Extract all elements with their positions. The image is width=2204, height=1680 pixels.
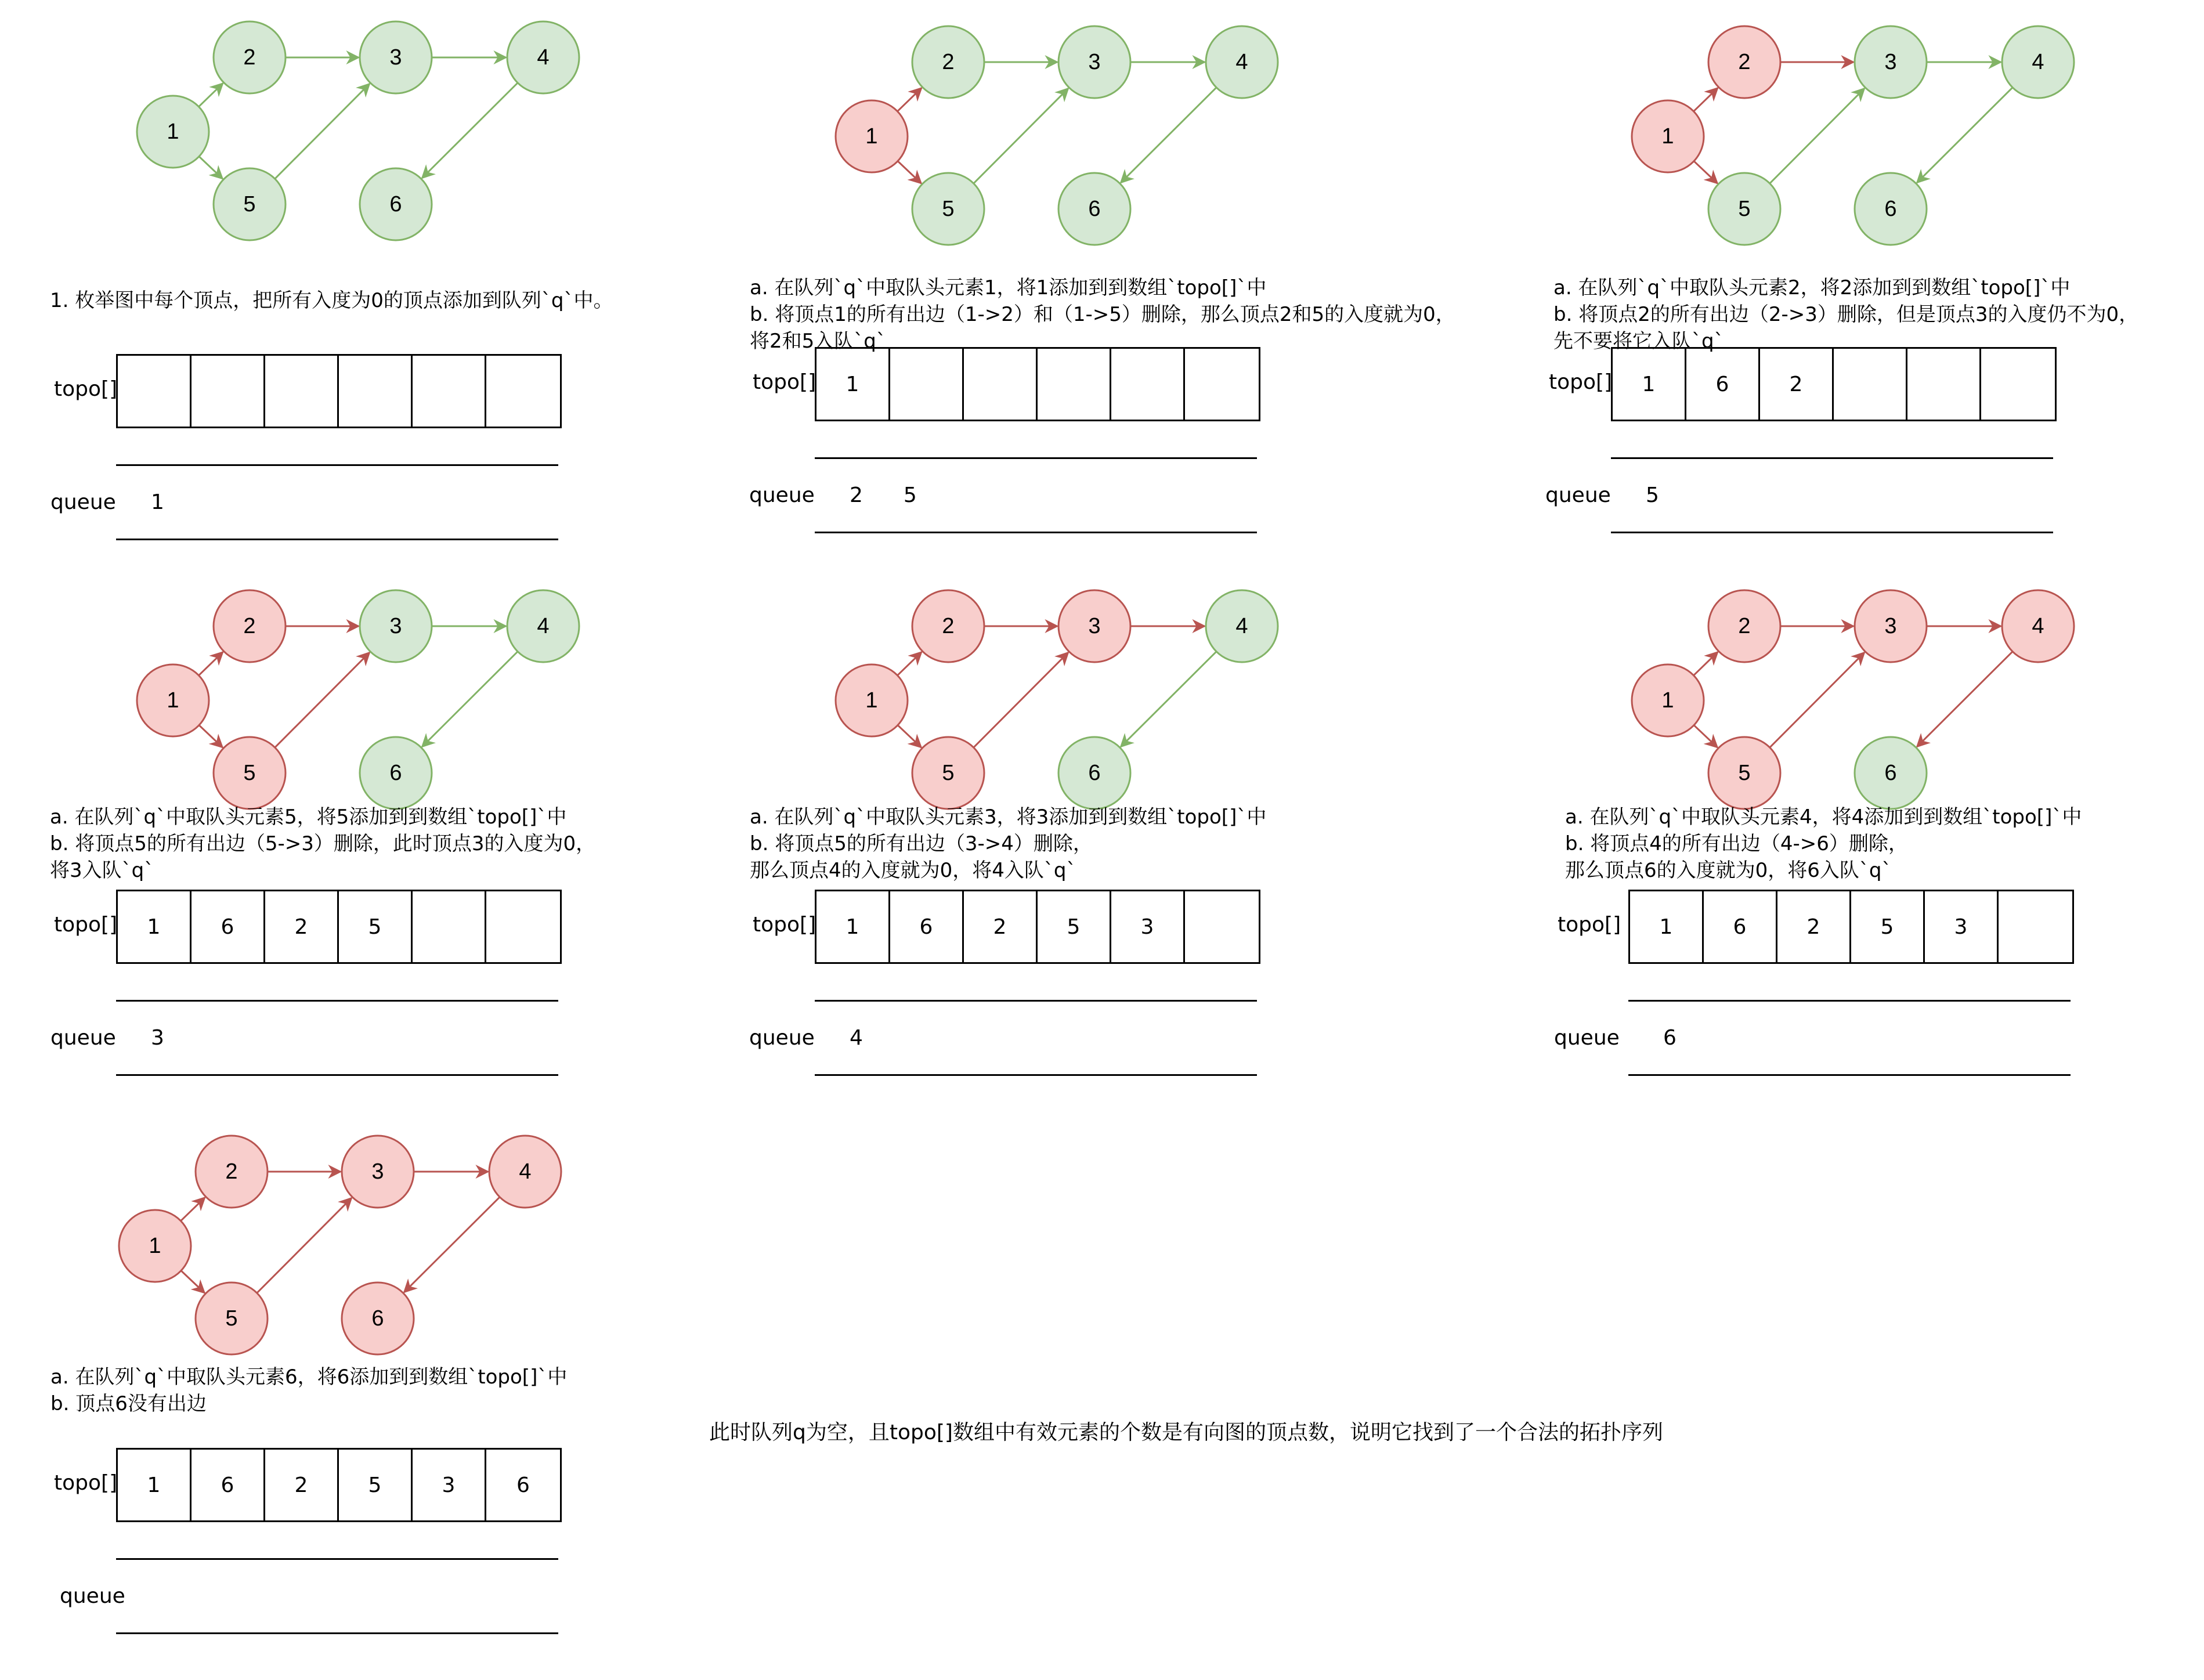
step-description [1565, 804, 2082, 884]
node-label: 6 [1884, 197, 1897, 222]
queue-item: 2 [850, 483, 863, 507]
node-label: 4 [519, 1159, 532, 1184]
topo-cell: 5 [339, 891, 413, 962]
node-label: 6 [1884, 761, 1897, 786]
graph-node-5 [196, 1282, 268, 1354]
topo-cell [890, 349, 964, 420]
queue-bottom-line [815, 532, 1257, 533]
graph-node-2 [1708, 590, 1780, 662]
topo-cell [413, 356, 486, 427]
node-label: 1 [865, 688, 878, 713]
graph-node-4 [1206, 26, 1278, 98]
directed-graph [801, 25, 1323, 222]
description-line: b. 将顶点1的所有出边（1->2）和（1->5）删除，那么顶点2和5的入度就为0， [750, 303, 1455, 326]
node-label: 3 [1088, 614, 1101, 639]
queue-top-line [1628, 1000, 2071, 1002]
graph-node-6 [1058, 173, 1130, 245]
graph-node-5 [214, 168, 286, 240]
edge-5-3 [1770, 652, 1865, 747]
directed-graph [102, 20, 624, 218]
topo-cell: 2 [964, 891, 1038, 962]
queue-label: queue [1545, 483, 1611, 507]
edge-1-5 [199, 725, 223, 747]
step-panel-1 [50, 20, 752, 566]
edge-1-5 [199, 157, 223, 179]
node-label: 6 [1088, 197, 1101, 222]
queue-values [1646, 483, 1700, 507]
graph-node-1 [137, 96, 209, 168]
queue-item: 4 [850, 1026, 863, 1050]
topo-cell: 1 [118, 1450, 192, 1520]
queue-label: queue [50, 490, 116, 514]
edge-1-2 [199, 652, 223, 675]
description-line: a. 在队列`q`中取队头元素2，将2添加到到数组`topo[]`中 [1553, 276, 2071, 299]
node-label: 5 [1738, 197, 1751, 222]
topo-cell [192, 356, 265, 427]
graph-node-2 [196, 1136, 268, 1208]
step-description [50, 287, 613, 314]
graph-node-6 [360, 737, 432, 809]
step-panel-3 [1545, 25, 2204, 570]
topo-array [116, 1448, 562, 1522]
topo-cell: 6 [516, 1473, 530, 1497]
graph-node-1 [836, 100, 908, 172]
step-panel-6 [1554, 589, 2204, 1135]
edge-1-2 [898, 88, 922, 111]
graph-node-4 [1206, 590, 1278, 662]
graph-node-4 [507, 21, 579, 93]
edge-1-5 [1694, 725, 1718, 747]
topo-cell [339, 356, 413, 427]
step-panel-2 [749, 25, 1455, 570]
topo-cell [413, 891, 486, 962]
queue-bottom-line [815, 1074, 1257, 1076]
graph-node-5 [912, 737, 984, 809]
description-line: a. 在队列`q`中取队头元素5，将5添加到到数组`topo[]`中 [50, 805, 567, 829]
queue-values [850, 483, 958, 507]
edge-5-3 [275, 84, 370, 179]
topo-cell: 3 [1111, 891, 1185, 962]
edge-1-2 [1694, 88, 1718, 111]
topo-label: topo[] [753, 913, 816, 937]
topo-cell: 3 [413, 1450, 486, 1520]
graph-node-2 [912, 26, 984, 98]
graph-node-3 [1855, 26, 1927, 98]
step-description [50, 804, 595, 884]
topo-cell: 2 [265, 891, 339, 962]
edge-4-6 [1917, 652, 2012, 747]
node-label: 4 [537, 45, 550, 70]
graph-node-4 [507, 590, 579, 662]
queue-bottom-line [1611, 532, 2053, 533]
node-label: 1 [167, 120, 179, 144]
edge-1-5 [898, 725, 922, 747]
edge-1-2 [1694, 652, 1718, 675]
topo-cell [486, 356, 560, 427]
graph-node-1 [119, 1210, 191, 1282]
graph-node-3 [1058, 26, 1130, 98]
node-label: 1 [865, 124, 878, 149]
node-label: 2 [1738, 614, 1751, 639]
graph-node-2 [214, 21, 286, 93]
graph-node-3 [1058, 590, 1130, 662]
node-label: 5 [243, 192, 256, 217]
graph-node-6 [360, 168, 432, 240]
topo-cell [964, 349, 1038, 420]
queue-bottom-line [1628, 1074, 2071, 1076]
description-line: b. 将顶点5的所有出边（5->3）删除，此时顶点3的入度为0， [50, 832, 596, 855]
graph-node-6 [1855, 173, 1927, 245]
node-label: 4 [1235, 614, 1248, 639]
topo-array [1628, 890, 2074, 964]
node-label: 5 [942, 761, 955, 786]
description-line: 那么顶点4的入度就为0，将4入队`q` [750, 859, 1076, 882]
graph-node-3 [1855, 590, 1927, 662]
edge-5-3 [1770, 88, 1865, 183]
graph-node-3 [342, 1136, 414, 1208]
topo-cell [1999, 891, 2072, 962]
node-label: 2 [243, 45, 256, 70]
topo-cell: 1 [118, 891, 192, 962]
edge-4-6 [1121, 652, 1216, 747]
queue-bottom-line [116, 1632, 558, 1634]
edge-4-6 [422, 652, 518, 747]
node-label: 3 [1088, 50, 1101, 75]
queue-bottom-line [116, 539, 558, 540]
node-label: 2 [942, 50, 955, 75]
topo-label: topo[] [54, 913, 118, 937]
graph-node-2 [1708, 26, 1780, 98]
edge-4-6 [1917, 88, 2012, 183]
queue-values [850, 1026, 904, 1050]
graph-node-3 [360, 21, 432, 93]
queue-item: 3 [151, 1026, 164, 1050]
topo-cell: 6 [1704, 891, 1777, 962]
topo-cell: 2 [1777, 891, 1851, 962]
topo-cell: 6 [192, 1450, 265, 1520]
edge-1-2 [199, 84, 223, 107]
edge-1-5 [1694, 161, 1718, 183]
queue-label: queue [749, 1026, 815, 1050]
graph-node-5 [214, 737, 286, 809]
topo-cell: 1 [816, 349, 890, 420]
directed-graph [801, 589, 1323, 786]
step-description [1553, 274, 2138, 355]
queue-top-line [116, 1558, 558, 1560]
queue-item: 5 [903, 483, 917, 507]
edge-5-3 [257, 1198, 352, 1293]
edge-5-3 [974, 88, 1068, 183]
description-line: a. 在队列`q`中取队头元素3，将3添加到到数组`topo[]`中 [750, 805, 1267, 829]
topo-array [1611, 347, 2057, 421]
edge-1-5 [898, 161, 922, 183]
description-line: b. 顶点6没有出边 [50, 1392, 207, 1415]
topo-cell: 1 [1630, 891, 1704, 962]
edge-4-6 [404, 1197, 500, 1292]
directed-graph [1597, 589, 2119, 786]
graph-node-4 [2002, 590, 2074, 662]
topo-cell [1111, 349, 1185, 420]
node-label: 4 [2032, 614, 2044, 639]
queue-top-line [116, 464, 558, 466]
description-line: b. 将顶点2的所有出边（2->3）删除，但是顶点3的入度仍不为0， [1553, 303, 2139, 326]
graph-node-1 [137, 664, 209, 736]
description-line: b. 将顶点5的所有出边（3->4）删除， [750, 832, 1093, 855]
directed-graph [102, 589, 624, 786]
edge-5-3 [275, 652, 370, 747]
node-label: 2 [1738, 50, 1751, 75]
topo-cell [486, 891, 560, 962]
description-line: 将2和5入队`q` [750, 330, 886, 353]
topo-cell: 6 [192, 891, 265, 962]
queue-top-line [1611, 457, 2053, 459]
topo-cell: 1 [816, 891, 890, 962]
queue-label: queue [50, 1026, 116, 1050]
topo-cell [1038, 349, 1111, 420]
topo-label: topo[] [753, 370, 816, 394]
node-label: 1 [1661, 124, 1674, 149]
graph-node-3 [360, 590, 432, 662]
topo-cell [118, 356, 192, 427]
queue-item: 5 [1646, 483, 1659, 507]
graph-node-6 [1855, 737, 1927, 809]
queue-item: 1 [151, 490, 164, 514]
step-panel-5 [749, 589, 1451, 1135]
queue-item: 6 [1663, 1026, 1677, 1050]
topo-cell: 2 [265, 1450, 339, 1520]
topo-cell [1907, 349, 1981, 420]
node-label: 5 [243, 761, 256, 786]
queue-label: queue [749, 483, 815, 507]
description-line: a. 在队列`q`中取队头元素6，将6添加到到数组`topo[]`中 [50, 1365, 568, 1389]
topo-cell [265, 356, 339, 427]
node-label: 1 [1661, 688, 1674, 713]
node-label: 5 [225, 1306, 238, 1331]
topo-cell [1185, 891, 1259, 962]
topo-label: topo[] [1549, 370, 1613, 394]
graph-node-5 [912, 173, 984, 245]
graph-node-6 [342, 1282, 414, 1354]
topo-label: topo[] [1558, 913, 1621, 937]
description-line: b. 将顶点4的所有出边（4->6）删除， [1565, 832, 1908, 855]
topo-cell: 6 [1686, 349, 1760, 420]
queue-values [151, 490, 205, 514]
node-label: 6 [1088, 761, 1101, 786]
graph-node-1 [1632, 664, 1704, 736]
topo-cell: 1 [1613, 349, 1686, 420]
node-label: 6 [389, 192, 402, 217]
topo-cell: 6 [890, 891, 964, 962]
graph-node-2 [214, 590, 286, 662]
graph-node-5 [1708, 737, 1780, 809]
node-label: 6 [389, 761, 402, 786]
node-label: 5 [1738, 761, 1751, 786]
node-label: 4 [1235, 50, 1248, 75]
graph-node-1 [1632, 100, 1704, 172]
queue-values [1663, 1026, 1717, 1050]
queue-values [151, 1026, 205, 1050]
queue-bottom-line [116, 1074, 558, 1076]
queue-label: queue [1554, 1026, 1620, 1050]
node-label: 3 [1884, 614, 1897, 639]
topo-cell [1185, 349, 1259, 420]
description-line: a. 在队列`q`中取队头元素1，将1添加到到数组`topo[]`中 [750, 276, 1267, 299]
node-label: 5 [942, 197, 955, 222]
queue-top-line [815, 457, 1257, 459]
topo-cell [1981, 349, 2055, 420]
node-label: 3 [1884, 50, 1897, 75]
queue-label: queue [60, 1584, 125, 1608]
node-label: 3 [371, 1159, 384, 1184]
topo-cell: 5 [339, 1450, 413, 1520]
final-note: 此时队列q为空，且topo[]数组中有效元素的个数是有向图的顶点数，说明它找到了一个合法的拓扑序列 [709, 1421, 1663, 1444]
step-description [50, 1364, 567, 1417]
step-panel-4 [50, 589, 752, 1135]
node-label: 6 [371, 1306, 384, 1331]
node-label: 1 [149, 1234, 161, 1259]
description-line: a. 在队列`q`中取队头元素4，将4添加到到数组`topo[]`中 [1565, 805, 2082, 829]
topo-label: topo[] [54, 377, 118, 401]
topo-array [815, 347, 1260, 421]
description-line: 那么顶点6的入度就为0，将6入队`q` [1565, 859, 1892, 882]
topo-array [116, 354, 562, 428]
edge-1-5 [181, 1271, 205, 1293]
node-label: 2 [243, 614, 256, 639]
step-description [750, 804, 1266, 884]
description-line: 将3入队`q` [50, 859, 154, 882]
topo-cell: 3 [1925, 891, 1999, 962]
node-label: 2 [942, 614, 955, 639]
topo-array [815, 890, 1260, 964]
node-label: 1 [167, 688, 179, 713]
step-panel-7 [50, 1135, 734, 1680]
directed-graph [84, 1135, 606, 1332]
description-line: 先不要将它入队`q` [1553, 330, 1724, 353]
edge-1-2 [898, 652, 922, 675]
topo-cell: 5 [1038, 891, 1111, 962]
node-label: 4 [537, 614, 550, 639]
graph-node-4 [489, 1136, 561, 1208]
graph-node-6 [1058, 737, 1130, 809]
graph-node-5 [1708, 173, 1780, 245]
queue-top-line [116, 1000, 558, 1002]
node-label: 4 [2032, 50, 2044, 75]
edge-5-3 [974, 652, 1068, 747]
graph-node-4 [2002, 26, 2074, 98]
description-line: 1. 枚举图中每个顶点，把所有入度为0的顶点添加到队列`q`中。 [50, 289, 613, 312]
edge-1-2 [181, 1198, 205, 1221]
topo-array [116, 890, 562, 964]
directed-graph [1597, 25, 2119, 222]
node-label: 2 [225, 1159, 238, 1184]
topo-cell: 2 [1760, 349, 1834, 420]
node-label: 3 [389, 45, 402, 70]
edge-4-6 [422, 83, 518, 178]
topo-cell: 5 [1851, 891, 1925, 962]
graph-node-2 [912, 590, 984, 662]
graph-node-1 [836, 664, 908, 736]
topo-label: topo[] [54, 1471, 118, 1495]
topo-cell [1834, 349, 1907, 420]
step-description [750, 274, 1455, 355]
edge-4-6 [1121, 88, 1216, 183]
queue-top-line [815, 1000, 1257, 1002]
node-label: 3 [389, 614, 402, 639]
